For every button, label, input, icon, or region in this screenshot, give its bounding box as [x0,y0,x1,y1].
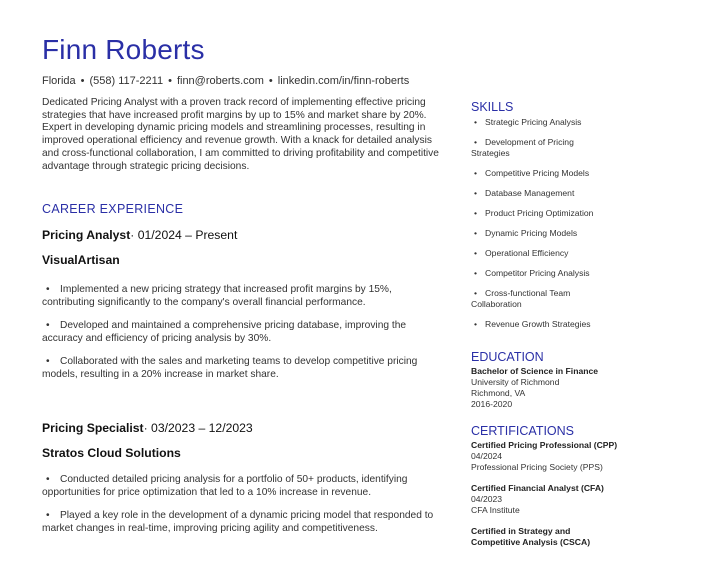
bullet-icon: • [46,474,50,485]
bullet-text: Conducted detailed pricing analysis for a portfolio of 50+ products, identifying opportunities for price optimization that led to a 10% increase in revenue. [42,474,408,498]
bullet-icon: • [474,188,478,198]
skill-text: Operational Efficiency [485,248,569,258]
bullet-icon: • [46,284,50,295]
company-name: VisualArtisan [42,253,120,267]
company-name: Stratos Cloud Solutions [42,446,181,460]
list-item [471,319,681,330]
bullet-text: Collaborated with the sales and marketing teams to develop competitive pricing models, resulting in a 20% increase in market share. [42,356,418,380]
skill-text: Cross-functional Team Collaboration [471,288,571,309]
job-title-line [42,421,253,435]
list-item [42,473,447,499]
job-dates: · 03/2023 – 12/2023 [143,421,253,435]
cert-name: Certified in Strategy and Competitive Analysis (CSCA) [471,526,591,547]
bullet-icon: • [46,356,50,367]
education-section-title: EDUCATION [471,350,544,364]
list-item [471,248,681,259]
cert-name: Certified Pricing Professional (CPP) [471,440,618,450]
bullet-text: Played a key role in the development of a dynamic pricing model that responded to market changes in real-time, improving pricing agility and competitiveness. [42,510,434,534]
skill-text: Product Pricing Optimization [485,208,594,218]
list-item [471,137,606,159]
cert-date: 04/2024 [471,451,503,461]
bullet-icon: • [474,137,478,147]
profile-summary: Dedicated Pricing Analyst with a proven track record of implementing effective pricing strategies that have increased profit margins by up to 15% and market share by 20%. Expert in developing dynamic pricing models and streamlining processes, resulting in improved operational efficiency and revenue growth. With a knack for detailed analysis and cross-functional collaboration, I am committed to driving profitability and competitive advantage through strategic pricing decisions. [42,97,439,172]
contact-line [42,75,409,87]
contact-phone: (558) 117-2211 [89,75,164,87]
degree: Bachelor of Science in Finance [471,366,599,376]
job-bullets [42,473,447,535]
skill-text: Dynamic Pricing Models [485,228,578,238]
skill-text: Strategic Pricing Analysis [485,117,582,127]
bullet-icon: • [474,117,478,127]
cert-date: 04/2023 [471,494,503,504]
skill-text: Database Management [485,188,575,198]
bullet-icon: • [46,320,50,331]
skills-section [471,100,681,330]
job-title-line [42,228,237,242]
skill-text: Competitive Pricing Models [485,168,590,178]
separator-dot: • [80,75,85,87]
bullet-icon: • [474,268,478,278]
contact-location: Florida [42,75,76,87]
school: University of Richmond [471,377,560,387]
skills-list [471,117,681,330]
job-dates: · 01/2024 – Present [130,228,238,242]
list-item [471,208,681,219]
list-item [471,168,681,179]
bullet-icon: • [474,168,478,178]
certifications-section [471,424,621,548]
bullet-icon: • [474,319,478,329]
bullet-icon: • [474,228,478,238]
list-item [471,288,606,310]
list-item [471,228,681,239]
list-item [471,188,681,199]
separator-dot: • [268,75,273,87]
school-location: Richmond, VA [471,388,526,398]
list-item [42,283,447,309]
cert-issuer: CFA Institute [471,505,520,515]
skills-section-title: SKILLS [471,100,514,114]
cert-name: Certified Financial Analyst (CFA) [471,483,604,493]
contact-email[interactable]: finn@roberts.com [176,75,264,87]
skill-text: Revenue Growth Strategies [485,319,591,329]
certifications-section-title: CERTIFICATIONS [471,424,575,438]
list-item [42,355,447,381]
bullet-text: Developed and maintained a comprehensive pricing database, improving the accuracy and efficiency of pricing analysis by 30%. [42,320,407,344]
bullet-text: Implemented a new pricing strategy that increased profit margins by 15%, contributing significantly to the company's overall financial performance. [42,284,392,308]
education-years: 2016-2020 [471,399,513,409]
job-title: Pricing Analyst [42,228,131,242]
job-bullets [42,283,447,381]
experience-section-title: CAREER EXPERIENCE [42,202,184,216]
list-item [471,268,681,279]
skill-text: Development of Pricing Strategies [471,137,574,158]
bullet-icon: • [474,288,478,298]
candidate-name: Finn Roberts [42,34,205,65]
bullet-icon: • [474,248,478,258]
bullet-icon: • [46,510,50,521]
list-item [42,509,447,535]
list-item [42,319,447,345]
separator-dot: • [168,75,172,87]
education-section [471,350,681,410]
bullet-icon: • [474,208,478,218]
skill-text: Competitor Pricing Analysis [485,268,590,278]
list-item [471,117,681,128]
job-title: Pricing Specialist [42,421,144,435]
cert-issuer: Professional Pricing Society (PPS) [471,462,603,472]
contact-linkedin[interactable]: linkedin.com/in/finn-roberts [277,75,410,87]
